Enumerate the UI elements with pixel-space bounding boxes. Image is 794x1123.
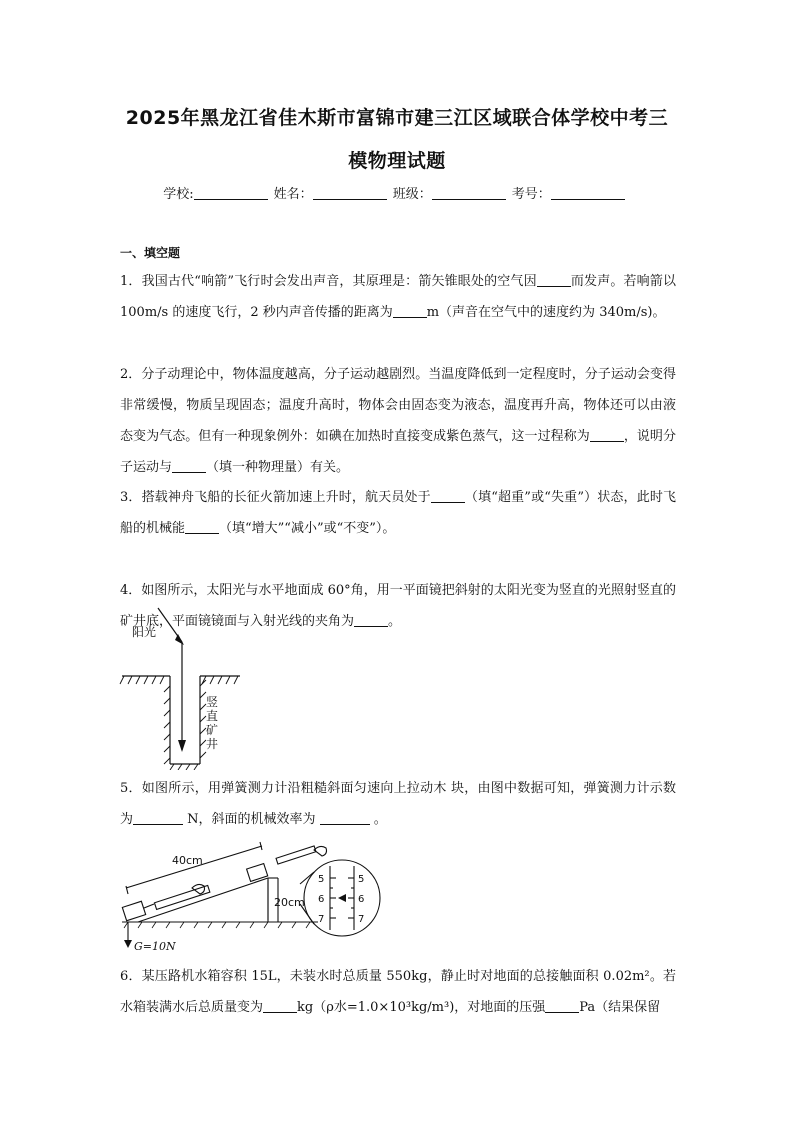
school-label: 学校: xyxy=(163,187,194,202)
question-2 xyxy=(120,359,676,483)
shaft-char-1: 竖 xyxy=(206,695,219,709)
q1-text-a: 1．我国古代“响箭”飞行时会发出声音，其原理是：箭矢锥眼处的空气因 xyxy=(120,274,537,289)
length-label: 40cm xyxy=(172,854,203,867)
q4-text-b: 。 xyxy=(388,614,402,629)
shaft-char-2: 直 xyxy=(206,709,219,723)
q3-text-c: （填“增大”“减小”或“不变”）。 xyxy=(219,521,396,536)
q2-blank-1[interactable] xyxy=(590,428,624,442)
shaft-char-4: 井 xyxy=(206,737,219,751)
q3-text-b: （填“超重”或“失重”）状态，此时飞船的机械能 xyxy=(120,490,676,536)
question-1 xyxy=(120,266,676,328)
q6-text-b: kg（ρ水=1.0×10³kg/m³)，对地面的压强 xyxy=(297,1000,546,1015)
q6-text-a: 6．某压路机水箱容积 15L，未装水时总质量 550kg，静止时对地面的总接触面积 0.02m²。若水箱装满水后总质量变为 xyxy=(120,969,676,1015)
question-6 xyxy=(120,961,676,1023)
pointer-icon xyxy=(338,894,346,902)
school-blank[interactable] xyxy=(194,187,268,200)
page-title-line1: 2025年黑龙江省佳木斯市富锦市建三江区域联合体学校中考三 xyxy=(125,107,669,129)
q5-text-c: 。 xyxy=(369,812,387,827)
name-label: 姓名： xyxy=(273,187,313,202)
weight-label: G=10N xyxy=(134,940,176,953)
section-heading: 一、填空题 xyxy=(120,246,181,260)
incline-figure xyxy=(118,836,398,956)
sun-label: 阳光 xyxy=(132,625,157,639)
q1-text-c: m（声音在空气中的速度约为 340m/s)。 xyxy=(426,305,666,320)
q6-blank-2[interactable] xyxy=(545,999,579,1013)
scale-left-5: 5 xyxy=(318,874,325,885)
question-3 xyxy=(120,482,676,544)
scale-left-7: 7 xyxy=(318,914,325,925)
scale-left-6: 6 xyxy=(318,894,325,905)
sun-ray-arrow-icon xyxy=(175,634,184,645)
scale-right-7: 7 xyxy=(358,914,365,925)
weight-arrow-icon xyxy=(124,940,132,948)
q3-text-a: 3．搭载神舟飞船的长征火箭加速上升时，航天员处于 xyxy=(120,490,431,505)
q4-blank-1[interactable] xyxy=(354,613,388,627)
q4-text-a: 4．如图所示，太阳光与水平地面成 60°角，用一平面镜把斜射的太阳光变为竖直的光照射竖直的矿井底，平面镜镜面与入射光线的夹角为 xyxy=(120,583,676,629)
question-5 xyxy=(120,773,676,835)
q5-text-a: 5．如图所示，用弹簧测力计沿粗糙斜面匀速向上拉动木 块，由图中数据可知，弹簧测力计示数为 xyxy=(120,781,676,827)
name-blank[interactable] xyxy=(313,187,387,200)
student-info-line xyxy=(0,183,794,202)
shaft-char-3: 矿 xyxy=(206,723,219,737)
exam-no-label: 考号： xyxy=(511,187,551,202)
q2-text-a: 2．分子动理论中，物体温度越高，分子运动越剧烈。当温度降低到一定程度时，分子运动会变得非常缓慢，物质呈现固态；温度升高时，物体会由固态变为液态，温度再升高，物体还可以由液态变为气态。但有一种现象例外：如碘在加热时直接变成紫色蒸气，这一过程称为 xyxy=(120,367,676,444)
q6-blank-1[interactable] xyxy=(263,999,297,1013)
q1-blank-2[interactable] xyxy=(393,304,427,318)
height-label: 20cm xyxy=(274,896,305,909)
q3-blank-2[interactable] xyxy=(185,520,219,534)
q5-text-b: N，斜面的机械效率为 xyxy=(183,812,320,827)
q1-text-b: 而发声。若响箭以 100m/s 的速度飞行，2 秒内声音传播的距离为 xyxy=(120,274,676,320)
page-title-line2: 模物理试题 xyxy=(348,150,446,172)
q5-blank-1[interactable] xyxy=(133,811,183,825)
scale-right-5: 5 xyxy=(358,874,365,885)
q6-text-c: Pa（结果保留 xyxy=(579,1000,661,1015)
mine-shaft-figure xyxy=(118,600,248,770)
q1-blank-1[interactable] xyxy=(537,273,571,287)
q3-blank-1[interactable] xyxy=(431,489,465,503)
q5-blank-2[interactable] xyxy=(320,811,370,825)
class-label: 班级： xyxy=(392,187,432,202)
class-blank[interactable] xyxy=(432,187,506,200)
q2-blank-2[interactable] xyxy=(172,459,206,473)
exam-no-blank[interactable] xyxy=(551,187,625,200)
q2-text-c: （填一种物理量）有关。 xyxy=(206,460,350,475)
down-arrow-icon xyxy=(178,740,186,752)
scale-right-6: 6 xyxy=(358,894,365,905)
q2-text-b: ，说明分子运动与 xyxy=(120,429,676,475)
